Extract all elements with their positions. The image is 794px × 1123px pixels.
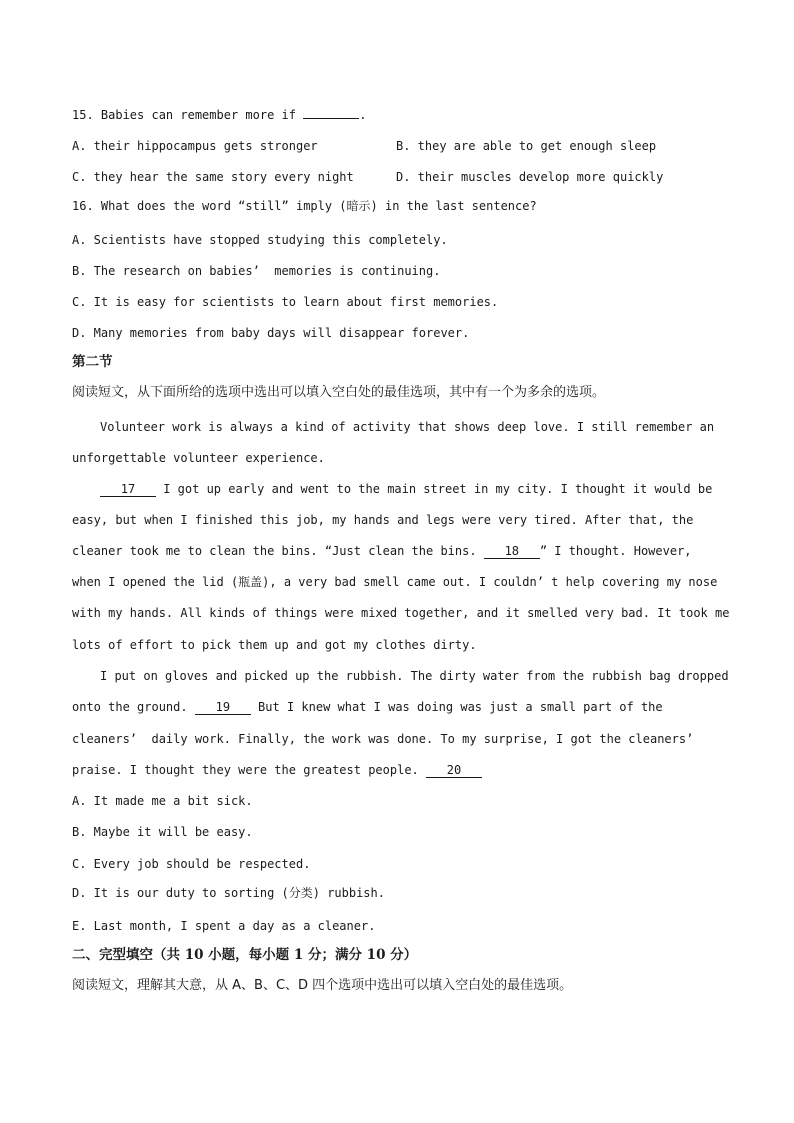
section-heading: 第二节 [72,354,113,370]
blank-20: 20 [426,764,482,778]
passage-p2-line3 [72,543,692,559]
passage-p2-line5: with my hands. All kinds of things were mixed together, and it smelled very bad. It took me [72,606,730,620]
passage-p3-line1: I put on gloves and picked up the rubbish. The dirty water from the rubbish bag dropped [100,669,729,683]
p3-line2-end: But I knew what I was doing was just a small part of the [250,700,663,714]
passage-p3-line4 [72,762,482,778]
blank-19: 19 [195,701,251,715]
q16-option-d: D. Many memories from baby days will disappear forever. [72,326,470,340]
q15-option-d: D. their muscles develop more quickly [396,170,664,184]
question-15-stem [72,107,366,123]
p2-line3-end: ” I thought. However, [539,544,692,558]
q15-stem-text: 15. Babies can remember more if [72,108,304,122]
q15-option-c: C. they hear the same story every night [72,170,354,184]
passage-p2-line4: when I opened the lid (瓶盖), a very bad smell came out. I couldn’ t help covering my nose [72,575,718,589]
q16-option-a: A. Scientists have stopped studying this completely. [72,233,448,247]
part-heading: 二、完型填空（共 10 小题，每小题 1 分；满分 10 分） [72,947,418,963]
passage-p3-line3: cleaners’ daily work. Finally, the work was done. To my surprise, I got the cleaners’ [72,732,694,746]
passage-p3-line2 [72,699,663,715]
passage-p2-line6: lots of effort to pick them up and got my clothes dirty. [72,638,477,652]
q15-option-b: B. they are able to get enough sleep [396,139,657,153]
section-option-d: D. It is our duty to sorting (分类) rubbish. [72,886,385,900]
passage-p1-line1: Volunteer work is always a kind of activity that shows deep love. I still remember an [100,420,715,434]
blank-18: 18 [484,545,540,559]
section-option-b: B. Maybe it will be easy. [72,825,253,839]
blank-17: 17 [100,483,156,497]
part-instruction: 阅读短文，理解其大意，从 A、B、C、D 四个选项中选出可以填入空白处的最佳选项。 [72,978,573,993]
answer-blank [303,118,359,119]
question-16-stem: 16. What does the word “still” imply (暗示) in the last sentence? [72,199,537,213]
passage-p2-line2: easy, but when I finished this job, my hands and legs were very tired. After that, the [72,513,694,527]
section-option-a: A. It made me a bit sick. [72,794,253,808]
p3-line2-text: onto the ground. [72,700,195,714]
q15-option-a: A. their hippocampus gets stronger [72,139,318,153]
section-instruction: 阅读短文，从下面所给的选项中选出可以填入空白处的最佳选项，其中有一个为多余的选项。 [72,385,606,400]
q15-stem-end: . [359,108,367,122]
section-option-e: E. Last month, I spent a day as a cleaner. [72,919,376,933]
q16-option-c: C. It is easy for scientists to learn about first memories. [72,295,499,309]
p2-line1-text: I got up early and went to the main street in my city. I thought it would be [156,482,713,496]
p3-line4-text: praise. I thought they were the greatest people. [72,763,427,777]
p2-line3-text: cleaner took me to clean the bins. “Just clean the bins. [72,544,484,558]
section-option-c: C. Every job should be respected. [72,857,311,871]
passage-p2-line1 [100,481,712,497]
q16-option-b: B. The research on babies’ memories is continuing. [72,264,441,278]
passage-p1-line2: unforgettable volunteer experience. [72,451,325,465]
